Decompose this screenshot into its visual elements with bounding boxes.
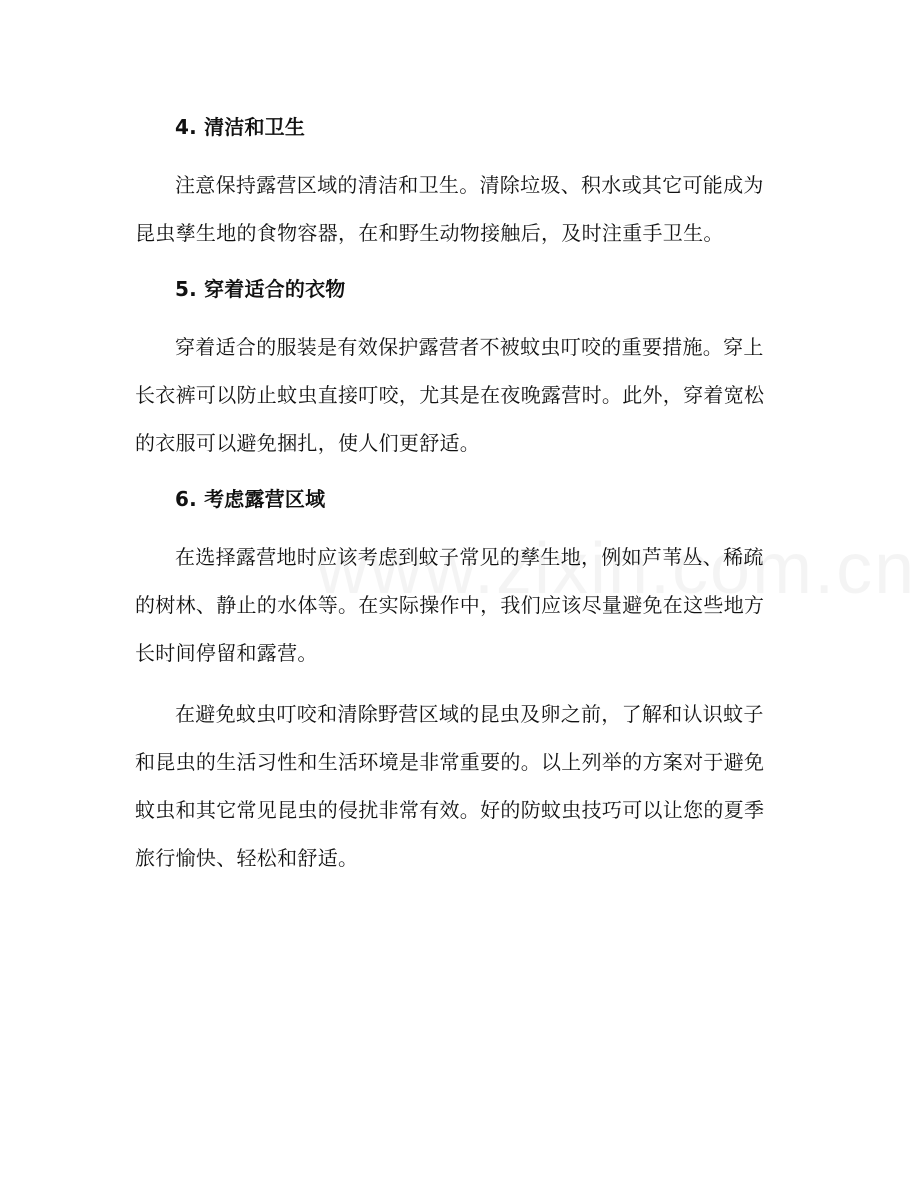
conclusion-paragraph: 在避免蚊虫叮咬和清除野营区域的昆虫及卵之前，了解和认识蚊子和昆虫的生活习性和生活环境是非常重要的。以上列举的方案对于避免蚊虫和其它常见昆虫的侵扰非常有效。好的防蚊虫技巧可以让您的夏季旅行愉快、轻松和舒适。 — [135, 702, 765, 870]
section-6-paragraph: 在选择露营地时应该考虑到蚊子常见的孳生地，例如芦苇丛、稀疏的树林、静止的水体等。在实际操作中，我们应该尽量避免在这些地方长时间停留和露营。 — [135, 545, 765, 665]
section-4-paragraph: 注意保持露营区域的清洁和卫生。清除垃圾、积水或其它可能成为昆虫孳生地的食物容器，在和野生动物接触后，及时注重手卫生。 — [135, 173, 764, 245]
section-heading-5: 5. 穿着适合的衣物 — [175, 277, 346, 301]
section-heading-6: 6. 考虑露营区域 — [175, 487, 326, 511]
section-5-paragraph: 穿着适合的服装是有效保护露营者不被蚊虫叮咬的重要措施。穿上长衣裤可以防止蚊虫直接叮咬，尤其是在夜晚露营时。此外，穿着宽松的衣服可以避免捆扎，使人们更舒适。 — [135, 335, 765, 455]
section-heading-4: 4. 清洁和卫生 — [175, 115, 306, 139]
document-body — [135, 108, 775, 895]
